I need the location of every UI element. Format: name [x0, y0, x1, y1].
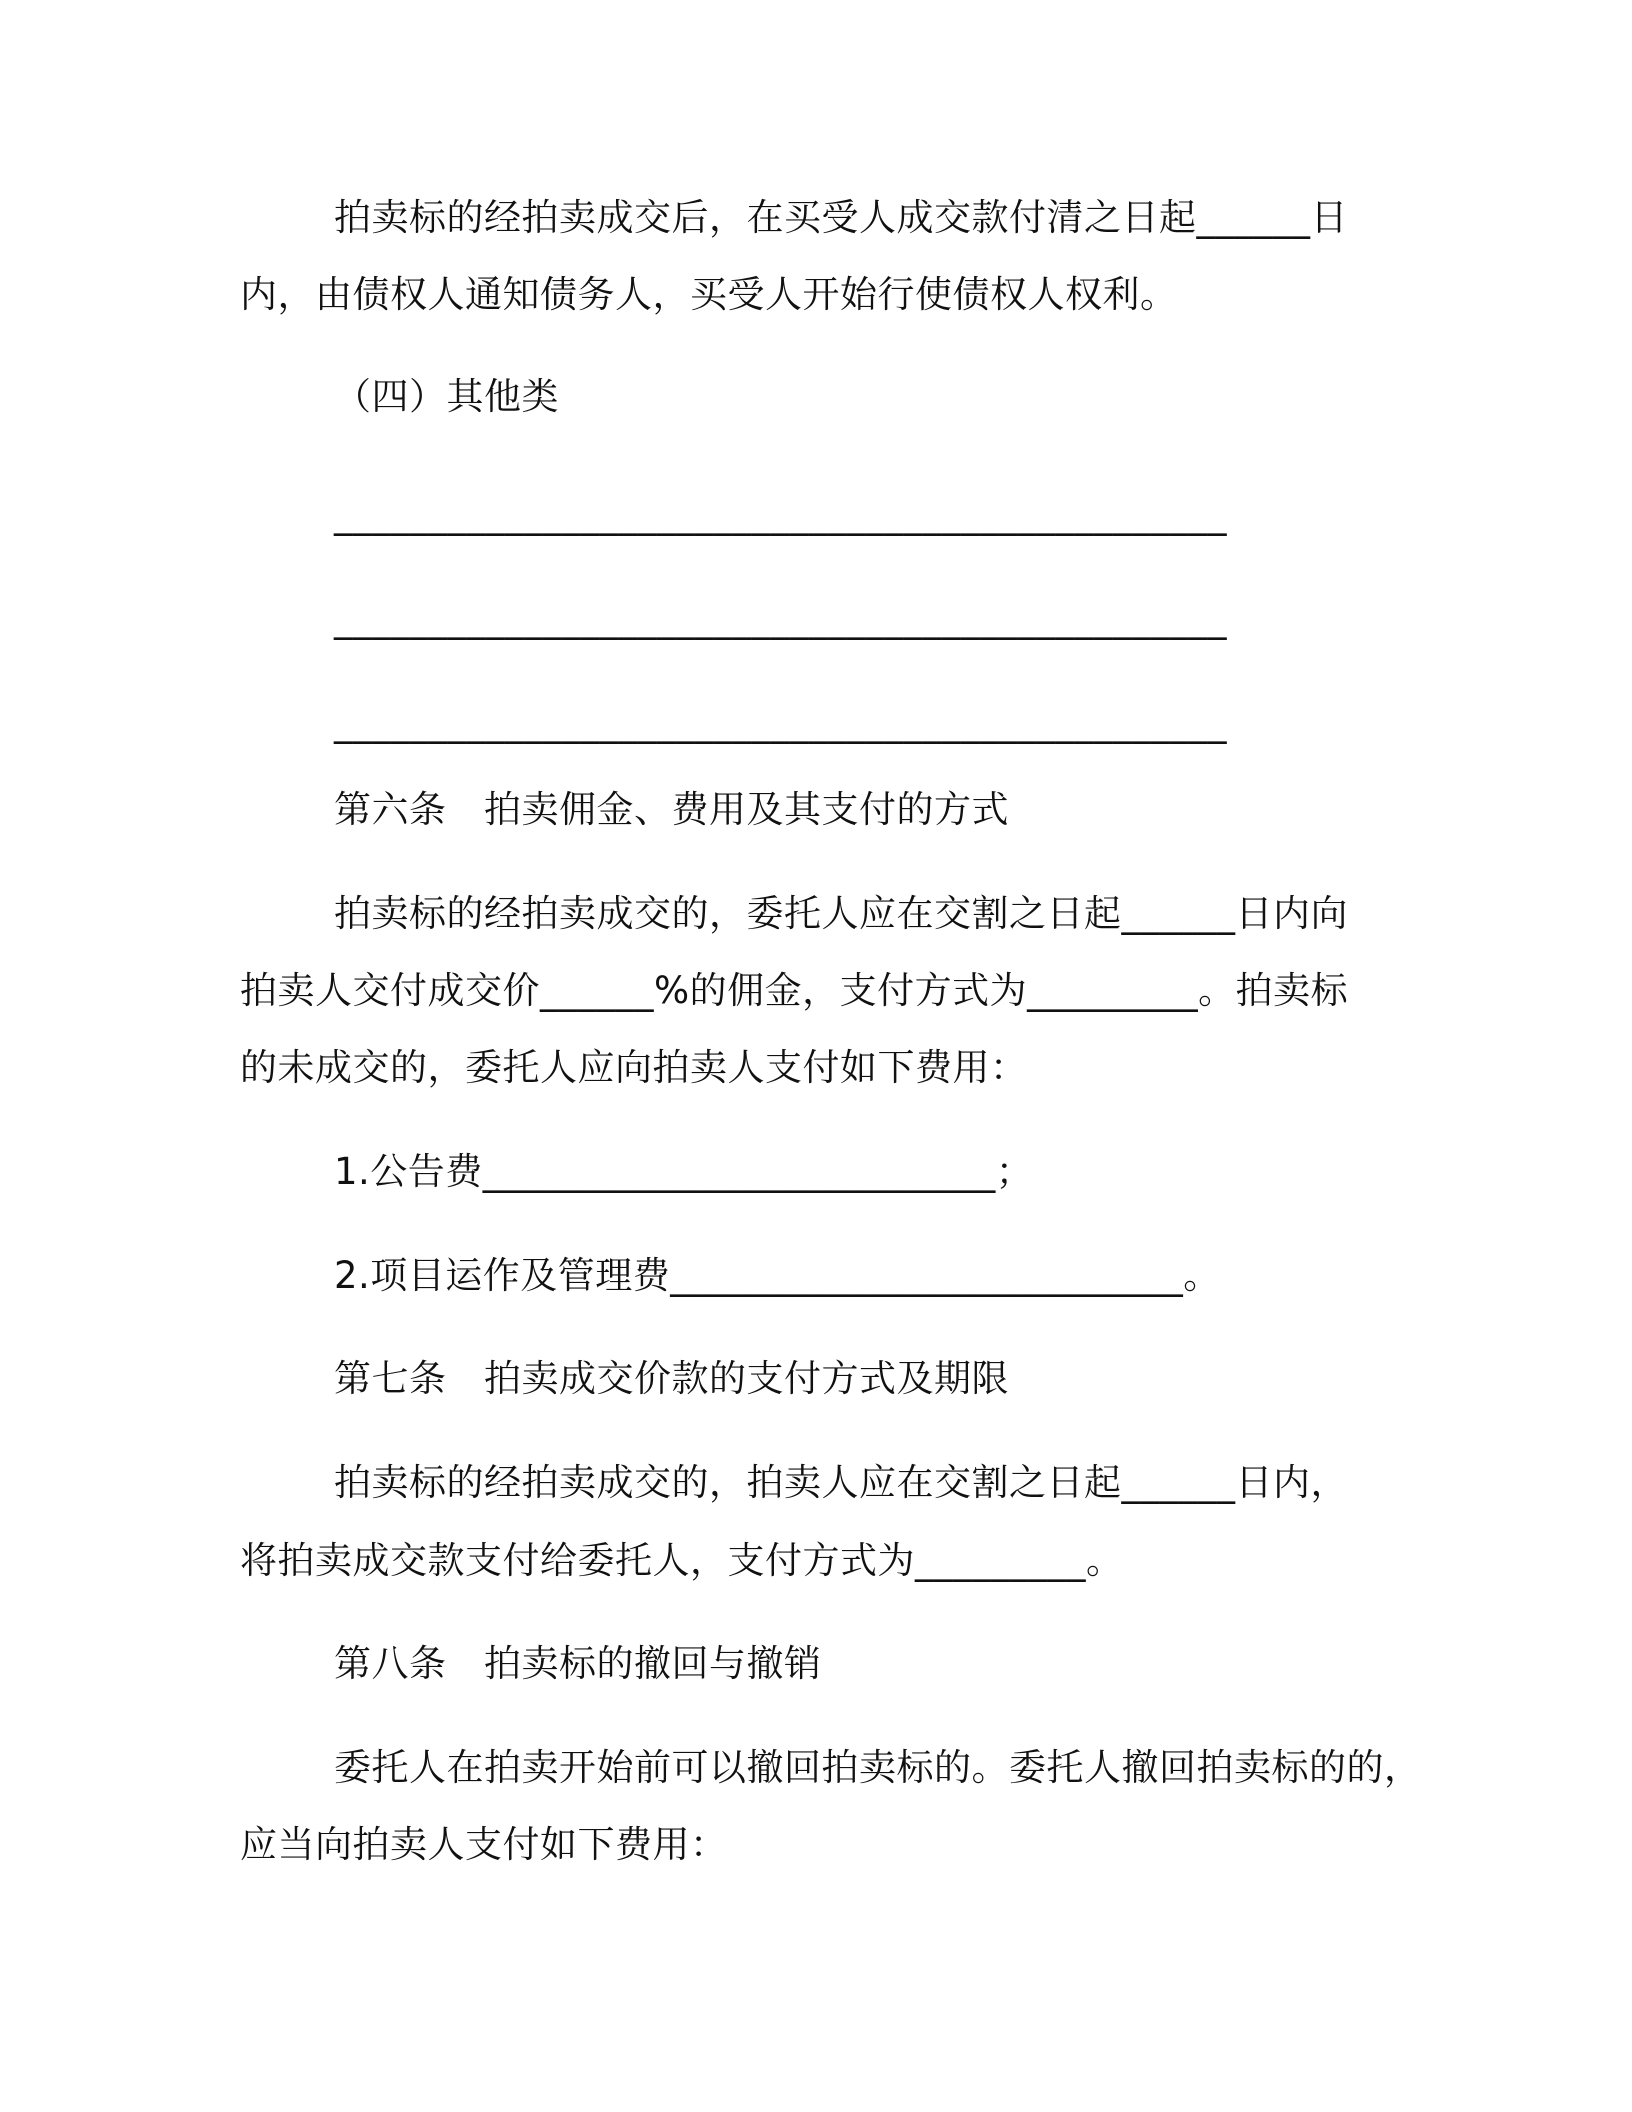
- article-heading: 第七条 拍卖成交价款的支付方式及期限: [334, 1357, 1009, 1400]
- fee-item: 1.公告费___________________________；: [334, 1150, 1034, 1193]
- paragraph-line: 将拍卖成交款支付给委托人，支付方式为_________。: [240, 1539, 1124, 1582]
- blank-line: _______________________________________________: [334, 493, 1227, 536]
- paragraph-line: 委托人在拍卖开始前可以撤回拍卖标的。委托人撤回拍卖标的的，: [334, 1746, 1422, 1789]
- paragraph-line: 拍卖人交付成交价______%的佣金，支付方式为_________。拍卖标: [240, 969, 1349, 1012]
- paragraph-line: 的未成交的，委托人应向拍卖人支付如下费用：: [240, 1046, 1028, 1089]
- fee-item: 2.项目运作及管理费___________________________。: [334, 1254, 1221, 1297]
- article-heading: 第八条 拍卖标的撤回与撤销: [334, 1642, 822, 1685]
- blank-line: _______________________________________________: [334, 597, 1227, 640]
- section-heading: （四）其他类: [334, 375, 559, 418]
- paragraph-line: 拍卖标的经拍卖成交的，委托人应在交割之日起______日内向: [334, 892, 1348, 935]
- paragraph-line: 应当向拍卖人支付如下费用：: [240, 1823, 728, 1866]
- paragraph-line: 内，由债权人通知债务人，买受人开始行使债权人权利。: [240, 273, 1178, 316]
- paragraph-line: 拍卖标的经拍卖成交后，在买受人成交款付清之日起______日: [334, 196, 1348, 239]
- article-heading: 第六条 拍卖佣金、费用及其支付的方式: [334, 788, 1009, 831]
- paragraph-line: 拍卖标的经拍卖成交的，拍卖人应在交割之日起______日内，: [334, 1461, 1348, 1504]
- blank-line: _______________________________________________: [334, 701, 1227, 744]
